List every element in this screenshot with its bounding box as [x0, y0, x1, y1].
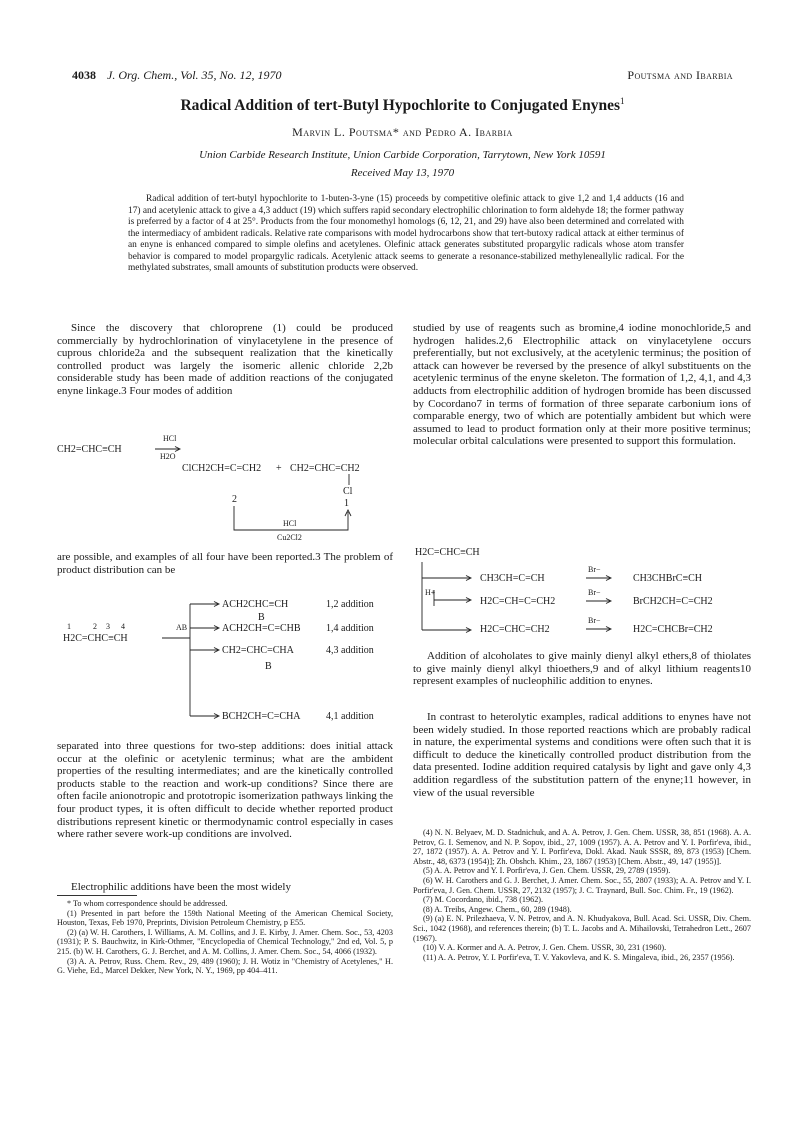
paragraph: In contrast to heterolytic examples, radical additions to enynes have not been widely studied. In those reported reactions which are probably radical in nature, the experimental systems and conditions were often such that it is difficult to deduce the kinetically controlled product distribution from the data presented. Iodine addition required catalysis by light and gave only 4,3 addition regardless of the substitution pattern of the enyne;11 however, in view of the usual reversible — [413, 711, 751, 799]
scheme3-row-2-arrow — [584, 598, 614, 604]
paragraph: Addition of alcoholates to give mainly dienyl alkyl ethers,8 of thiolates to give mainly dienyl alkyl thioethers,9 and of alkyl lithium reagents10 represent examples of nucleophilic addition to enynes. — [413, 650, 751, 688]
scheme2-row-1-product: ACH2CHC≡CH — [222, 599, 289, 610]
scheme1-arrow — [153, 446, 183, 452]
running-head-authors: Poutsma and Ibarbia — [627, 68, 733, 82]
scheme2-num-4: 4 — [121, 622, 125, 631]
author-line: Marvin L. Poutsma* and Pedro A. Ibarbia — [292, 125, 513, 139]
scheme1-product-1: CH2=CHC=CH2 — [290, 463, 360, 474]
paragraph: separated into three questions for two-step additions: does initial attack occur at the olefinic or acetylenic terminus; what are the ambident properties of the resulting intermediates; and are the kinetically controlled products stable to the reaction and work-up conditions? Since there are often facile anionotropic and prototropic isomerization pathways linking the four product types, it is often difficult to decide whether reported product distributions represent kinetic or thermodynamic control especially in cases where rather severe work-up conditions are involved. — [57, 740, 393, 841]
running-header — [72, 68, 733, 84]
scheme2-num-2: 2 — [93, 622, 97, 631]
footnote: (8) A. Treibs, Angew. Chem., 60, 289 (1948). — [423, 904, 572, 914]
footnote: (6) W. H. Carothers and G. J. Berchet, J. Amer. Chem. Soc., 55, 2807 (1933); A. A. Petrov and Y. I. Porfir'eva, J. Gen. Chem. USSR, 27, 2132 (1957); J. C. Traynard, Bull. Soc. Chim. Fr., 19 (1962). — [413, 875, 751, 895]
scheme3-row-1-reagent: Br− — [588, 565, 601, 574]
journal-citation: J. Org. Chem., Vol. 35, No. 12, 1970 — [107, 68, 282, 82]
footnote: * To whom correspondence should be addressed. — [67, 899, 228, 908]
scheme1-reagent-bottom: H2O — [160, 452, 176, 461]
title-text: Radical Addition of tert-Butyl Hypochlorite to Conjugated Enynes — [180, 97, 621, 115]
scheme2-row-3-label: 4,3 addition — [326, 645, 374, 656]
scheme2-row-4-label: 4,1 addition — [326, 711, 374, 722]
scheme3-row-1-product: CH3CHBrC≡CH — [633, 573, 702, 584]
left-col-para-2 — [57, 551, 393, 576]
scheme3-row-2-cation: H2C=CH=C=CH2 — [480, 596, 556, 607]
footnote: (10) V. A. Kormer and A. A. Petrov, J. Gen. Chem. USSR, 30, 231 (1960). — [423, 943, 667, 953]
scheme2-num-3: 3 — [106, 622, 110, 631]
affiliation: Union Carbide Research Institute, Union Carbide Corporation, Tarrytown, New York 10591 — [199, 149, 606, 161]
scheme2-row-3-product: CH2=CHC=CHA — [222, 645, 294, 656]
footnotes-right — [413, 828, 751, 962]
scheme3-reagent: H+ — [425, 588, 436, 597]
footnote: (4) N. N. Belyaev, M. D. Stadnichuk, and A. A. Petrov, J. Gen. Chem. USSR, 38, 851 (1968). A. A. Petrov, G. I. Semenov, and N. P. Sopov, ibid., 27, 1009 (1957). A. A. Petrov and Y. I. Porfir'eva, ibid., 27, 1872 (1957). A. A. Petrov and Y. I. Porfir'eva, Dokl. Akad. Nauk SSSR, 89, 873 (1953) [Chem. Abstr., 48, 6373 (1954)]; Zh. Obshch. Khim., 23, 1867 (1953) [Chem. Abstr., 49, 147 (1955)]. — [413, 828, 751, 866]
scheme1-bond — [346, 474, 352, 486]
scheme3-reactant: H2C=CHC≡CH — [415, 547, 480, 558]
left-col-para-3 — [57, 740, 393, 841]
scheme2-row-1-sub: B — [258, 612, 265, 623]
footnote: (1) Presented in part before the 159th National Meeting of the American Chemical Society, Houston, Texas, Feb 1970, Preprints, Division Petroleum Chemistry, p E55. — [57, 908, 393, 928]
scheme2-num-1: 1 — [67, 622, 71, 631]
scheme3-row-2-reagent: Br− — [588, 588, 601, 597]
right-col-para-1 — [413, 322, 751, 448]
scheme1-product-1-cl: Cl — [343, 486, 353, 497]
paragraph: Since the discovery that chloroprene (1) could be produced commercially by hydrochlorination of vinylacetylene in the presence of cuprous chloride2a and the subsequent realization that the kinetically controlled product was largely the isomeric allenic chloride 2,2b considerable study has been made of addition reactions of the conjugated enyne linkage.3 Four modes of addition — [57, 322, 393, 397]
page-number: 4038 — [72, 68, 96, 82]
scheme1-reagent-top: HCl — [163, 434, 177, 443]
abstract: Radical addition of tert-butyl hypochlorite to 1-buten-3-yne (15) proceeds by competitive olefinic attack to give 1,2 and 1,4 adducts (16 and 17) and acetylenic attack to give a 4,3 adduct (19) which suffers rapid secondary electrophilic chlorination to form aldehyde 18; the former pathway is preferred by a factor of 4 at 25°. Products from the four monomethyl homologs (6, 12, 21, and 29) have also been determined and correlated with the intermediacy of ambident radicals. Relative rate comparisons with model hydrocarbons show that tert-butoxy radical attack at either terminus of an enyne is enhanced compared to simple olefins and acetylenes. Olefinic attack generates substituted propargylic radicals whose atom transfer behavior is compared to model propargylic radicals. Acetylenic attack seems to generate a resonance-stabilized methyleneallylic radical. For the methylated substrates, small amounts of substitution products were observed. — [128, 194, 684, 273]
scheme2-branch-lines — [160, 600, 240, 720]
scheme3-row-1-cation: CH3CH=C=CH — [480, 573, 545, 584]
scheme2-row-4-product: BCH2CH=C=CHA — [222, 711, 301, 722]
scheme2-row-1-label: 1,2 addition — [326, 599, 374, 610]
right-col-para-3 — [413, 711, 751, 799]
paragraph: are possible, and examples of all four have been reported.3 The problem of product distribution can be — [57, 551, 393, 576]
scheme1-label-1: 1 — [344, 498, 349, 509]
paragraph: Electrophilic additions have been the most widely — [71, 881, 291, 893]
article-title — [72, 96, 733, 115]
scheme1-label-2: 2 — [232, 494, 237, 505]
paragraph: studied by use of reagents such as bromine,4 iodine monochloride,5 and hydrogen halides.2,6 Electrophilic attack on vinylacetylene occurs preferentially, but not exclusively, at the acetylenic terminus; the position of attack can however be reversed by the presence of alkyl substituents on the acetylenic terminus of the enyne skeleton. The formation of 1,2, 4,1, and 4,3 adducts from electrophilic addition of hydrogen bromide has been discussed by Cocordano7 in terms of formation of three separate carbonium ions of comparable energy, two of which are potentially ambident but which were assumed to lead to product formation only at their more positive terminus; molecular orbital calculations were presented to support this formulation. — [413, 322, 751, 448]
left-col-para-4 — [57, 881, 393, 894]
header-left — [72, 68, 282, 83]
footnote: (3) A. A. Petrov, Russ. Chem. Rev., 29, 489 (1960); J. H. Wotiz in "Chemistry of Acetylenes," H. G. Viehe, Ed., Marcel Dekker, New York, N. Y., 1969, pp 404–411. — [57, 956, 393, 976]
left-col-para-1 — [57, 322, 393, 398]
scheme1-product-2: ClCH2CH=C=CH2 — [182, 463, 262, 474]
footnote: (2) (a) W. H. Carothers, I. Williams, A. M. Collins, and J. E. Kirby, J. Amer. Chem. Soc., 53, 4203 (1931); P. S. Bauchwitz, in Kirk-Othmer, "Encyclopedia of Chemical Technology," 2nd ed, Vol. 5, p 215. (b) W. H. Carothers, G. J. Berchet, and A. M. Collins, J. Amer. Chem. Soc., 54, 4066 (1932). — [57, 927, 393, 956]
scheme2-reactant: H2C=CHC≡CH — [63, 633, 128, 644]
footnote: (11) A. A. Petrov, Y. I. Porfir'eva, T. V. Yakovleva, and K. S. Mingaleva, ibid., 26, 2357 (1956). — [423, 952, 735, 962]
scheme3-row-2-product: BrCH2CH=C=CH2 — [633, 596, 713, 607]
title-footnote-mark: 1 — [620, 96, 625, 106]
right-col-para-2 — [413, 650, 751, 688]
scheme1-cat-top: HCl — [283, 519, 297, 528]
scheme3-row-3-reagent: Br− — [588, 616, 601, 625]
footnote-rule — [57, 895, 137, 896]
scheme3-row-3-arrow — [584, 626, 614, 632]
scheme2-reagent: AB — [176, 623, 188, 632]
scheme3-row-1-arrow — [584, 575, 614, 581]
footnote: (7) M. Cocordano, ibid., 738 (1962). — [423, 895, 544, 905]
scheme2-row-2-product: ACH2CH=C=CHB — [222, 623, 301, 634]
scheme2-row-3-sub: B — [265, 661, 272, 672]
footnote: (5) A. A. Petrov and Y. I. Porfir'eva, J. Gen. Chem. USSR, 29, 2789 (1959). — [423, 866, 671, 876]
scheme3-row-3-product: H2C=CHCBr=CH2 — [633, 624, 713, 635]
footnote: (9) (a) E. N. Prilezhaeva, V. N. Petrov, and A. N. Khudyakova, Bull. Acad. Sci. USSR, Div. Chem. Sci., 1042 (1968), and references therein; (b) T. L. Jacobs and A. Mihailovski, Tetrahedron Lett., 2607 (1967). — [413, 914, 751, 943]
scheme1-plus: + — [276, 463, 282, 474]
received-date: Received May 13, 1970 — [350, 167, 455, 179]
footnotes-left — [57, 899, 393, 976]
scheme3-row-3-cation: H2C=CHC=CH2 — [480, 624, 550, 635]
scheme1-reactant: CH2=CHC≡CH — [57, 444, 122, 455]
scheme1-cat-bottom: Cu2Cl2 — [277, 533, 302, 542]
scheme2-row-2-label: 1,4 addition — [326, 623, 374, 634]
